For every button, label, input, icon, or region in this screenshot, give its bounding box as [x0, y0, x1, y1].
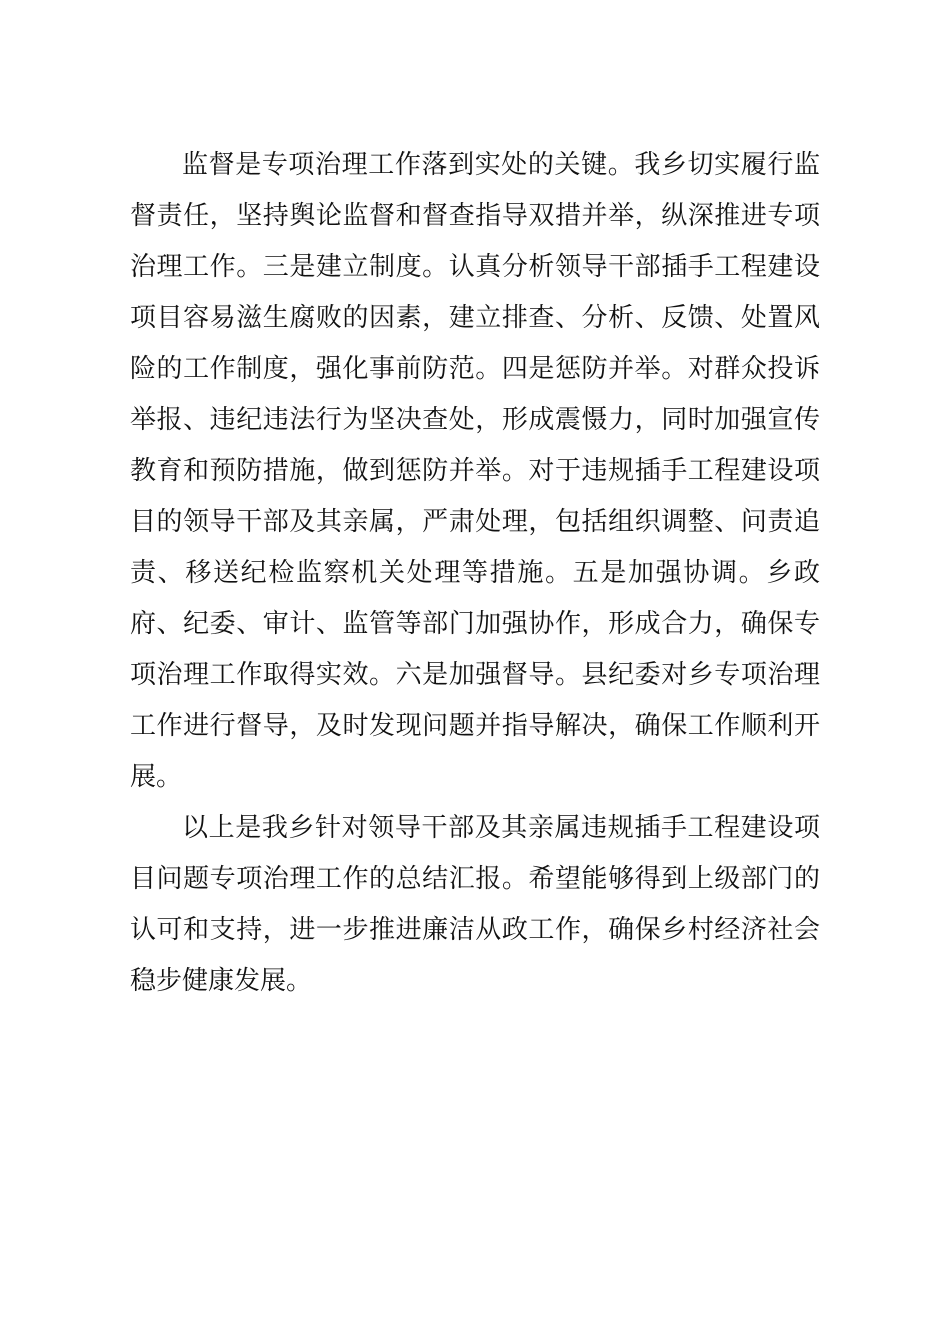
- document-body: [130, 140, 820, 1007]
- paragraph-supervision: 监督是专项治理工作落到实处的关键。我乡切实履行监督责任，坚持舆论监督和督查指导双措并举，纵深推进专项治理工作。三是建立制度。认真分析领导干部插手工程建设项目容易滋生腐败的因素，建立排查、分析、反馈、处置风险的工作制度，强化事前防范。四是惩防并举。对群众投诉举报、违纪违法行为坚决查处，形成震慑力，同时加强宣传教育和预防措施，做到惩防并举。对于违规插手工程建设项目的领导干部及其亲属，严肃处理，包括组织调整、问责追责、移送纪检监察机关处理等措施。五是加强协调。乡政府、纪委、审计、监管等部门加强协作，形成合力，确保专项治理工作取得实效。六是加强督导。县纪委对乡专项治理工作进行督导，及时发现问题并指导解决，确保工作顺利开展。: [130, 150, 820, 792]
- paragraph-conclusion: 以上是我乡针对领导干部及其亲属违规插手工程建设项目问题专项治理工作的总结汇报。希望能够得到上级部门的认可和支持，进一步推进廉洁从政工作，确保乡村经济社会稳步健康发展。: [130, 813, 820, 996]
